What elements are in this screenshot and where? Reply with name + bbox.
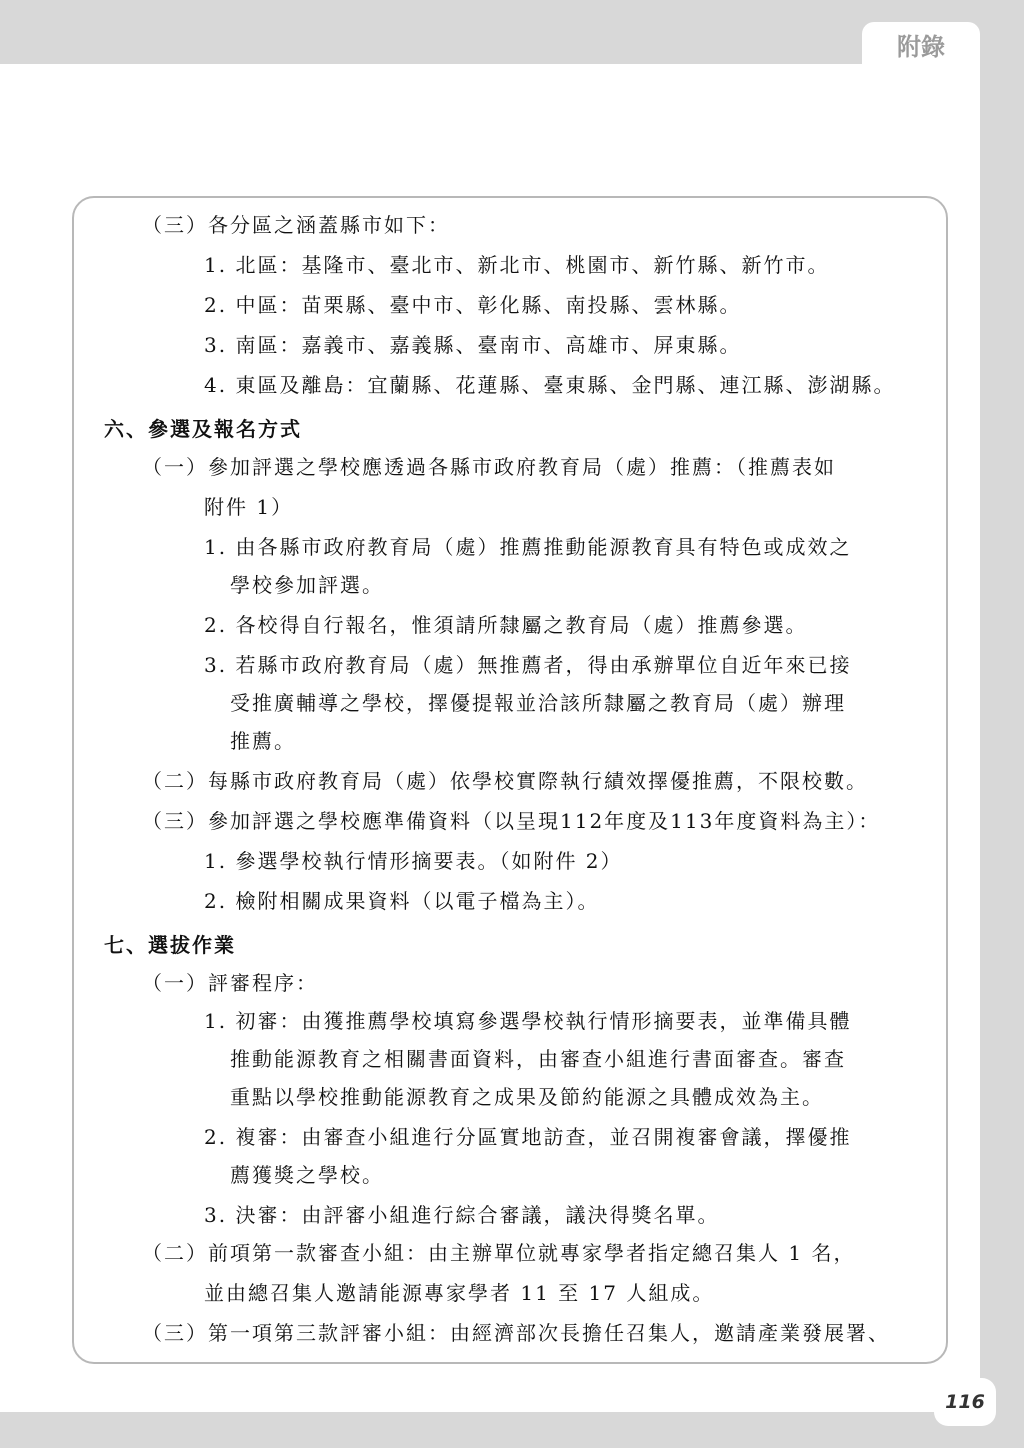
section-6-item-3-sub-2: 2. 檢附相關成果資料（以電子檔為主）。 (204, 889, 600, 913)
section-6-sub-3-line-2: 受推廣輔導之學校，擇優提報並洽該所隸屬之教育局（處）辦理 (230, 691, 846, 715)
section-7-sub-1-line-3: 重點以學校推動能源教育之成果及節約能源之具體成效為主。 (230, 1085, 824, 1109)
section-6-item-2: （二）每縣市政府教育局（處）依學校實際執行績效擇優推薦，不限校數。 (142, 769, 868, 793)
section-6-heading: 六、參選及報名方式 (104, 417, 302, 441)
content-box (72, 196, 948, 1364)
section-6-item-3-sub-1: 1. 參選學校執行情形摘要表。（如附件 2） (204, 849, 623, 873)
list-item-central: 2. 中區：苗栗縣、臺中市、彰化縣、南投縣、雲林縣。 (204, 293, 742, 317)
section-6-item-1-line-1: （一）參加評選之學校應透過各縣市政府教育局（處）推薦：（推薦表如 (142, 455, 836, 479)
right-band (980, 0, 1024, 1448)
section-6-item-3: （三）參加評選之學校應準備資料（以呈現112年度及113年度資料為主）： (142, 809, 881, 833)
section-7-heading: 七、選拔作業 (104, 933, 236, 957)
section-7-item-2-line-1: （二）前項第一款審查小組：由主辦單位就專家學者指定總召集人 1 名， (142, 1241, 856, 1265)
section-7-sub-2-line-2: 薦獲獎之學校。 (230, 1163, 384, 1187)
section-6-sub-1-line-1: 1. 由各縣市政府教育局（處）推薦推動能源教育具有特色或成效之 (204, 535, 852, 559)
section-7-item-3: （三）第一項第三款評審小組：由經濟部次長擔任召集人，邀請產業發展署、 (142, 1321, 890, 1345)
section-7-sub-1-line-2: 推動能源教育之相關書面資料，由審查小組進行書面審查。審查 (230, 1047, 846, 1071)
list-item-east: 4. 東區及離島：宜蘭縣、花蓮縣、臺東縣、金門縣、連江縣、澎湖縣。 (204, 373, 896, 397)
section-6-sub-3-line-3: 推薦。 (230, 729, 296, 753)
section-7-sub-2-line-1: 2. 複審：由審查小組進行分區實地訪查，並召開複審會議，擇優推 (204, 1125, 852, 1149)
section-7-sub-1-line-1: 1. 初審：由獲推薦學校填寫參選學校執行情形摘要表，並準備具體 (204, 1009, 852, 1033)
section-7-item-1: （一）評審程序： (142, 971, 318, 995)
section-6-sub-1-line-2: 學校參加評選。 (230, 573, 384, 597)
subsection-3-heading: （三）各分區之涵蓋縣市如下： (142, 213, 450, 237)
list-item-north: 1. 北區：基隆市、臺北市、新北市、桃園市、新竹縣、新竹市。 (204, 253, 830, 277)
section-6-sub-3-line-1: 3. 若縣市政府教育局（處）無推薦者，得由承辦單位自近年來已接 (204, 653, 852, 677)
section-7-item-2-line-2: 並由總召集人邀請能源專家學者 11 至 17 人組成。 (204, 1281, 715, 1305)
list-item-south: 3. 南區：嘉義市、嘉義縣、臺南市、高雄市、屏東縣。 (204, 333, 742, 357)
section-7-sub-3: 3. 決審：由評審小組進行綜合審議，議決得獎名單。 (204, 1203, 720, 1227)
section-6-item-1-line-2: 附件 1） (204, 495, 294, 519)
section-6-sub-2: 2. 各校得自行報名，惟須請所隸屬之教育局（處）推薦參選。 (204, 613, 808, 637)
appendix-tab: 附錄 (862, 22, 980, 66)
bottom-band (0, 1412, 1024, 1448)
page-number: 116 (934, 1378, 996, 1426)
